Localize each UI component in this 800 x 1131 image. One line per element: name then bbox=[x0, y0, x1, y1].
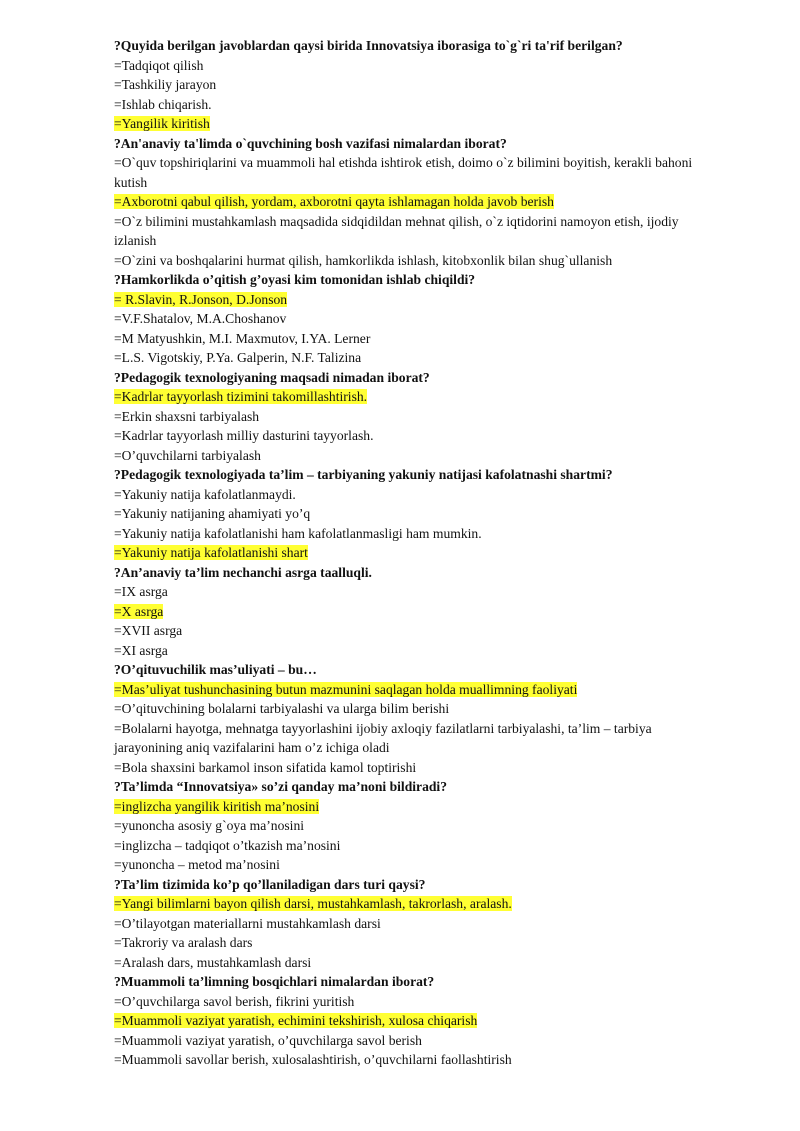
question-block bbox=[114, 134, 714, 271]
question-text: ?Hamkorlikda o’qitish g’oyasi kim tomonidan ishlab chiqildi? bbox=[114, 272, 476, 287]
answer-option: =IX asrga bbox=[114, 584, 168, 599]
answer-option-correct: =X asrga bbox=[114, 603, 164, 619]
answer-option: =XVII asrga bbox=[114, 623, 183, 638]
answer-option: =O’qituvchining bolalarni tarbiyalashi va ularga bilim berishi bbox=[114, 701, 450, 716]
answer-option-correct: =Yangilik kiritish bbox=[114, 116, 210, 131]
answer-option: =Bolalarni hayotga, mehnatga tayyorlashini ijobiy axloqiy fazilatlarni tarbiyalashi, ta’lim – tarbiya jarayonining aniq vazifalarini ham o’z ichiga oladi bbox=[114, 720, 652, 755]
question-block bbox=[114, 563, 714, 661]
answer-option: =Yakuniy natijaning ahamiyati yo’q bbox=[114, 506, 311, 521]
question-text: ?An’anaviy ta’lim nechanchi asrga taalluqli. bbox=[114, 564, 372, 580]
answer-option-correct: =inglizcha yangilik kiritish ma’nosini bbox=[114, 798, 320, 814]
answer-option: =inglizcha – tadqiqot o’tkazish ma’nosini bbox=[114, 837, 341, 853]
answer-option: =O’tilayotgan materiallarni mustahkamlash darsi bbox=[114, 915, 381, 931]
question-text: ?O’qituvuchilik mas’uliyati – bu… bbox=[114, 662, 317, 677]
answer-option: =Aralash dars, mustahkamlash darsi bbox=[114, 954, 312, 970]
answer-option: =yunoncha asosiy g`oya ma’nosini bbox=[114, 818, 305, 833]
question-block bbox=[114, 368, 714, 466]
answer-option: =Tadqiqot qilish bbox=[114, 57, 204, 73]
answer-option: =O`zini va boshqalarini hurmat qilish, hamkorlikda ishlash, kitobxonlik bilan shug`ullanish bbox=[114, 252, 613, 268]
question-block bbox=[114, 660, 714, 777]
answer-option-correct: =Yangi bilimlarni bayon qilish darsi, mustahkamlash, takrorlash, aralash. bbox=[114, 896, 512, 911]
answer-option: =Tashkiliy jarayon bbox=[114, 77, 217, 92]
answer-option: =Takroriy va aralash dars bbox=[114, 935, 253, 950]
question-text: ?Pedagogik texnologiyaning maqsadi nimadan iborat? bbox=[114, 369, 430, 385]
answer-option: =Yakuniy natija kafolatlanishi ham kafolatlanmasligi ham mumkin. bbox=[114, 525, 482, 541]
answer-option: =O’quvchilarga savol berish, fikrini yuritish bbox=[114, 993, 355, 1009]
answer-option: =Bola shaxsini barkamol inson sifatida kamol toptirishi bbox=[114, 759, 417, 775]
question-text: ?Pedagogik texnologiyada ta’lim – tarbiyaning yakuniy natijasi kafolatnashi shartmi? bbox=[114, 467, 613, 482]
answer-option-correct: =Muammoli vaziyat yaratish, echimini tekshirish, xulosa chiqarish bbox=[114, 1013, 478, 1028]
question-block bbox=[114, 36, 714, 134]
question-text: ?Ta’limda “Innovatsiya» so’zi qanday ma’noni bildiradi? bbox=[114, 779, 447, 794]
question-text: ?An'anaviy ta'limda o`quvchining bosh vazifasi nimalardan iborat? bbox=[114, 135, 507, 151]
answer-option: =O`z bilimini mustahkamlash maqsadida sidqidildan mehnat qilish, o`z iqtidorini namoyon etish, ijodiy izlanish bbox=[114, 213, 679, 248]
question-text: ?Ta’lim tizimida ko’p qo’llaniladigan dars turi qaysi? bbox=[114, 876, 426, 892]
question-block bbox=[114, 270, 714, 368]
answer-option: =L.S. Vigotskiy, P.Ya. Galperin, N.F. Talizina bbox=[114, 350, 362, 365]
answer-option: =Muammoli vaziyat yaratish, o’quvchilarga savol berish bbox=[114, 1032, 422, 1048]
answer-option-correct: =Mas’uliyat tushunchasining butun mazmunini saqlagan holda muallimning faoliyati bbox=[114, 681, 578, 697]
answer-option: =XI asrga bbox=[114, 642, 168, 658]
answer-option: =Yakuniy natija kafolatlanmaydi. bbox=[114, 486, 296, 502]
question-block bbox=[114, 972, 714, 1070]
answer-option: =Erkin shaxsni tarbiyalash bbox=[114, 408, 260, 424]
question-text: ?Muammoli ta’limning bosqichlari nimalardan iborat? bbox=[114, 974, 435, 989]
answer-option: =yunoncha – metod ma’nosini bbox=[114, 857, 280, 872]
answer-option-correct: = R.Slavin, R.Jonson, D.Jonson bbox=[114, 291, 288, 307]
answer-option: =V.F.Shatalov, M.A.Choshanov bbox=[114, 311, 287, 326]
answer-option: =O`quv topshiriqlarini va muammoli hal etishda ishtirok etish, doimo o`z bilimini boyitish, kerakli bahoni kutish bbox=[114, 155, 693, 190]
answer-option-correct: =Yakuniy natija kafolatlanishi shart bbox=[114, 545, 308, 560]
answer-option-correct: =Axborotni qabul qilish, yordam, axborotni qayta ishlamagan holda javob berish bbox=[114, 194, 554, 209]
answer-option: =O’quvchilarni tarbiyalash bbox=[114, 447, 261, 463]
question-block bbox=[114, 777, 714, 875]
question-text: ?Quyida berilgan javoblardan qaysi birida Innovatsiya iborasiga to`g`ri ta'rif berilgan? bbox=[114, 38, 623, 53]
answer-option: =M Matyushkin, M.I. Maxmutov, I.YA. Lerner bbox=[114, 330, 371, 346]
answer-option-correct: =Kadrlar tayyorlash tizimini takomillashtirish. bbox=[114, 389, 368, 404]
question-block bbox=[114, 465, 714, 563]
question-block bbox=[114, 875, 714, 973]
document-page bbox=[114, 36, 714, 1070]
answer-option: =Kadrlar tayyorlash milliy dasturini tayyorlash. bbox=[114, 428, 374, 443]
answer-option: =Muammoli savollar berish, xulosalashtirish, o’quvchilarni faollashtirish bbox=[114, 1052, 512, 1067]
answer-option: =Ishlab chiqarish. bbox=[114, 96, 212, 112]
